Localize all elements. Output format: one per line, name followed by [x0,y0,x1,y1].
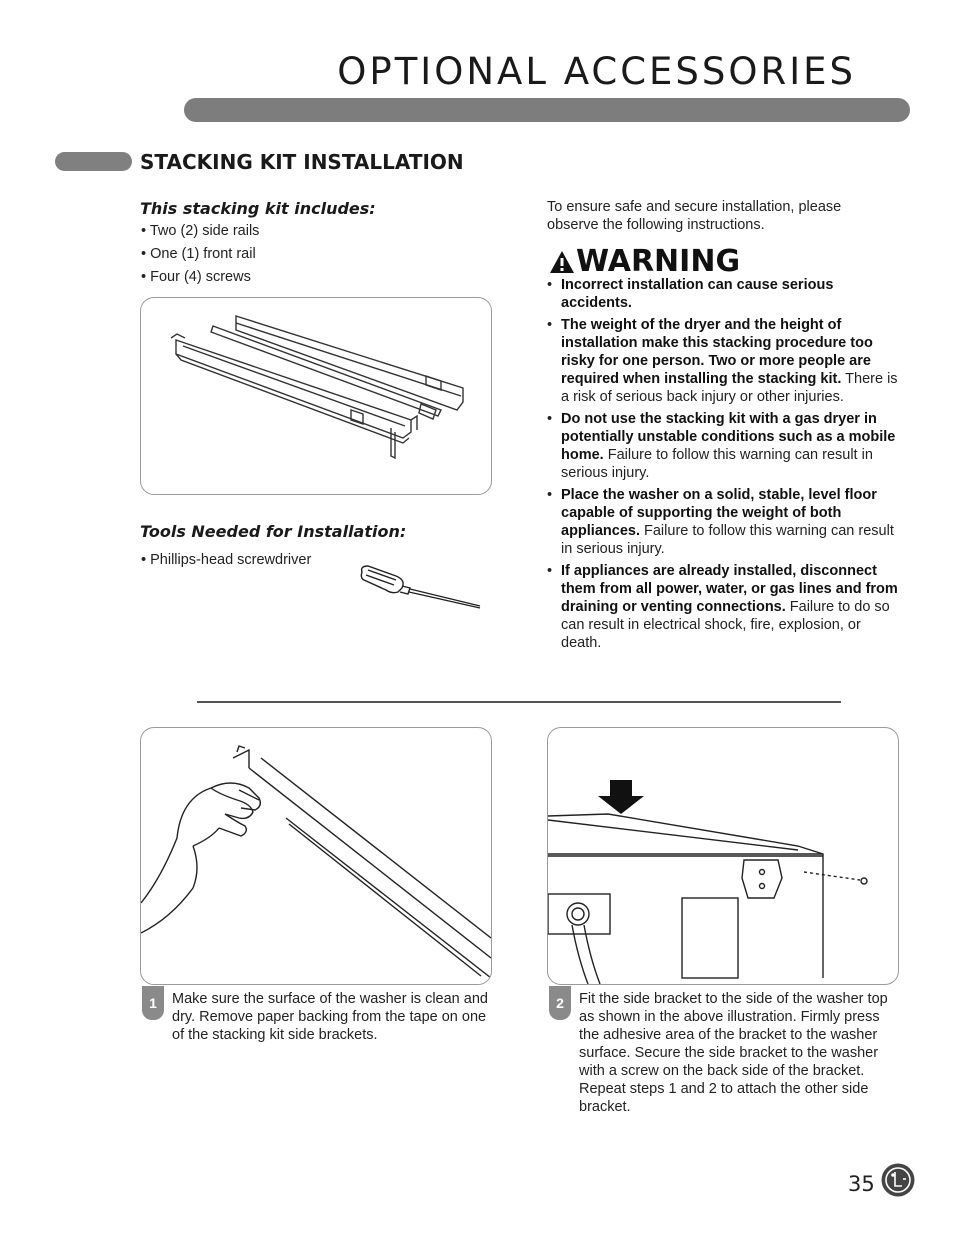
warning-item: • Do not use the stacking kit with a gas dryer in potentially unstable conditions such as a mobile home. Failure to follow this warning can result in serious injury. [547,410,902,482]
warning-item: • If appliances are already installed, disconnect them from all power, water, or gas lines and from draining or venting connections. Failure to do so can result in electrical shock, fire, explosion, or death. [547,562,902,652]
warning-triangle-icon [548,249,576,275]
step-2-badge: 2 [549,986,571,1020]
warning-item: • Place the washer on a solid, stable, level floor capable of supporting the weight of both appliances. Failure to follow this warning can result in serious injury. [547,486,902,558]
step-1-badge: 1 [142,986,164,1020]
step-2-text: Fit the side bracket to the side of the washer top as shown in the above illustration. Firmly press the adhesive area of the bracket to the washer surface. Secure the side bracket to the washer with a screw on the back side of the bracket. Repeat steps 1 and 2 to attach the other side bracket. [579,991,888,1115]
kit-item: • Two (2) side rails [141,220,259,243]
bracket-tape-drawing [141,728,491,984]
warning-label: WARNING [576,244,741,279]
lg-logo-icon [881,1163,915,1197]
section-divider [197,701,841,703]
step-1-illustration [140,727,492,985]
section-title: STACKING KIT INSTALLATION [140,150,464,174]
title-bar [184,98,910,122]
warning-item: • The weight of the dryer and the height of installation make this stacking procedure too risky for one person. Two or more people are required when installing the stacking kit. There is a risk of serious back injury or other injuries. [547,316,902,406]
warning-list [547,276,902,656]
tools-heading: Tools Needed for Installation: [140,522,407,541]
page-title: OPTIONAL ACCESSORIES [337,50,856,93]
down-arrow-icon [598,780,644,814]
safety-intro: To ensure safe and secure installation, please observe the following instructions. [547,199,842,233]
kit-item: • Four (4) screws [141,266,259,289]
stacking-kit-illustration [140,297,492,495]
washer-bracket-drawing [548,728,898,984]
page-number: 35 [848,1172,875,1196]
screwdriver-icon [356,562,486,612]
warning-item: • Incorrect installation can cause serious accidents. [547,276,902,312]
warning-heading [548,244,740,279]
tool-item: • Phillips-head screwdriver [141,549,311,572]
tools-list [141,549,311,572]
step-2-illustration [547,727,899,985]
step-1-text: Make sure the surface of the washer is clean and dry. Remove paper backing from the tape on one of the stacking kit side brackets. [172,991,488,1043]
kit-heading: This stacking kit includes: [140,199,376,218]
kit-list [141,220,259,289]
rails-drawing [141,298,491,494]
section-marker [55,152,132,171]
kit-item: • One (1) front rail [141,243,259,266]
